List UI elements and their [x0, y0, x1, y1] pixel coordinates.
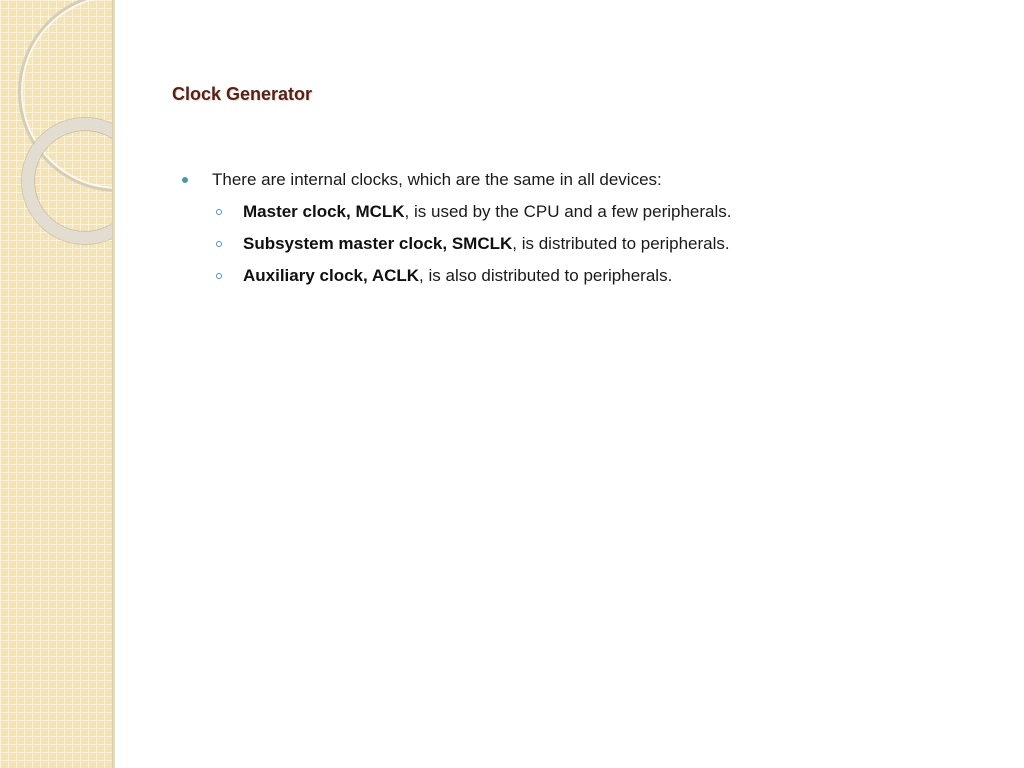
hollow-bullet-icon — [216, 273, 222, 279]
bullet-text: There are internal clocks, which are the same in all devices: — [212, 170, 662, 189]
sub-bullet-text: , is used by the CPU and a few peripherals. — [404, 202, 732, 221]
sub-bullet-term: Auxiliary clock, ACLK — [243, 266, 420, 285]
hollow-bullet-icon — [216, 241, 222, 247]
side-panel-edge — [112, 0, 115, 768]
slide-title: Clock Generator — [172, 84, 313, 104]
decorative-side-panel — [0, 0, 112, 768]
sub-bullet-list — [182, 200, 982, 288]
bullet-item — [182, 168, 982, 192]
slide-content — [182, 168, 982, 296]
sub-bullet-item — [182, 232, 982, 256]
sub-bullet-item — [182, 200, 982, 224]
sub-bullet-item — [182, 264, 982, 288]
sub-bullet-term: Subsystem master clock, SMCLK — [243, 234, 513, 253]
sub-bullet-term: Master clock, MCLK — [243, 202, 405, 221]
hollow-bullet-icon — [216, 209, 222, 215]
bullet-dot-icon — [182, 177, 188, 183]
sub-bullet-text: , is also distributed to peripherals. — [419, 266, 673, 285]
sub-bullet-text: , is distributed to peripherals. — [512, 234, 730, 253]
